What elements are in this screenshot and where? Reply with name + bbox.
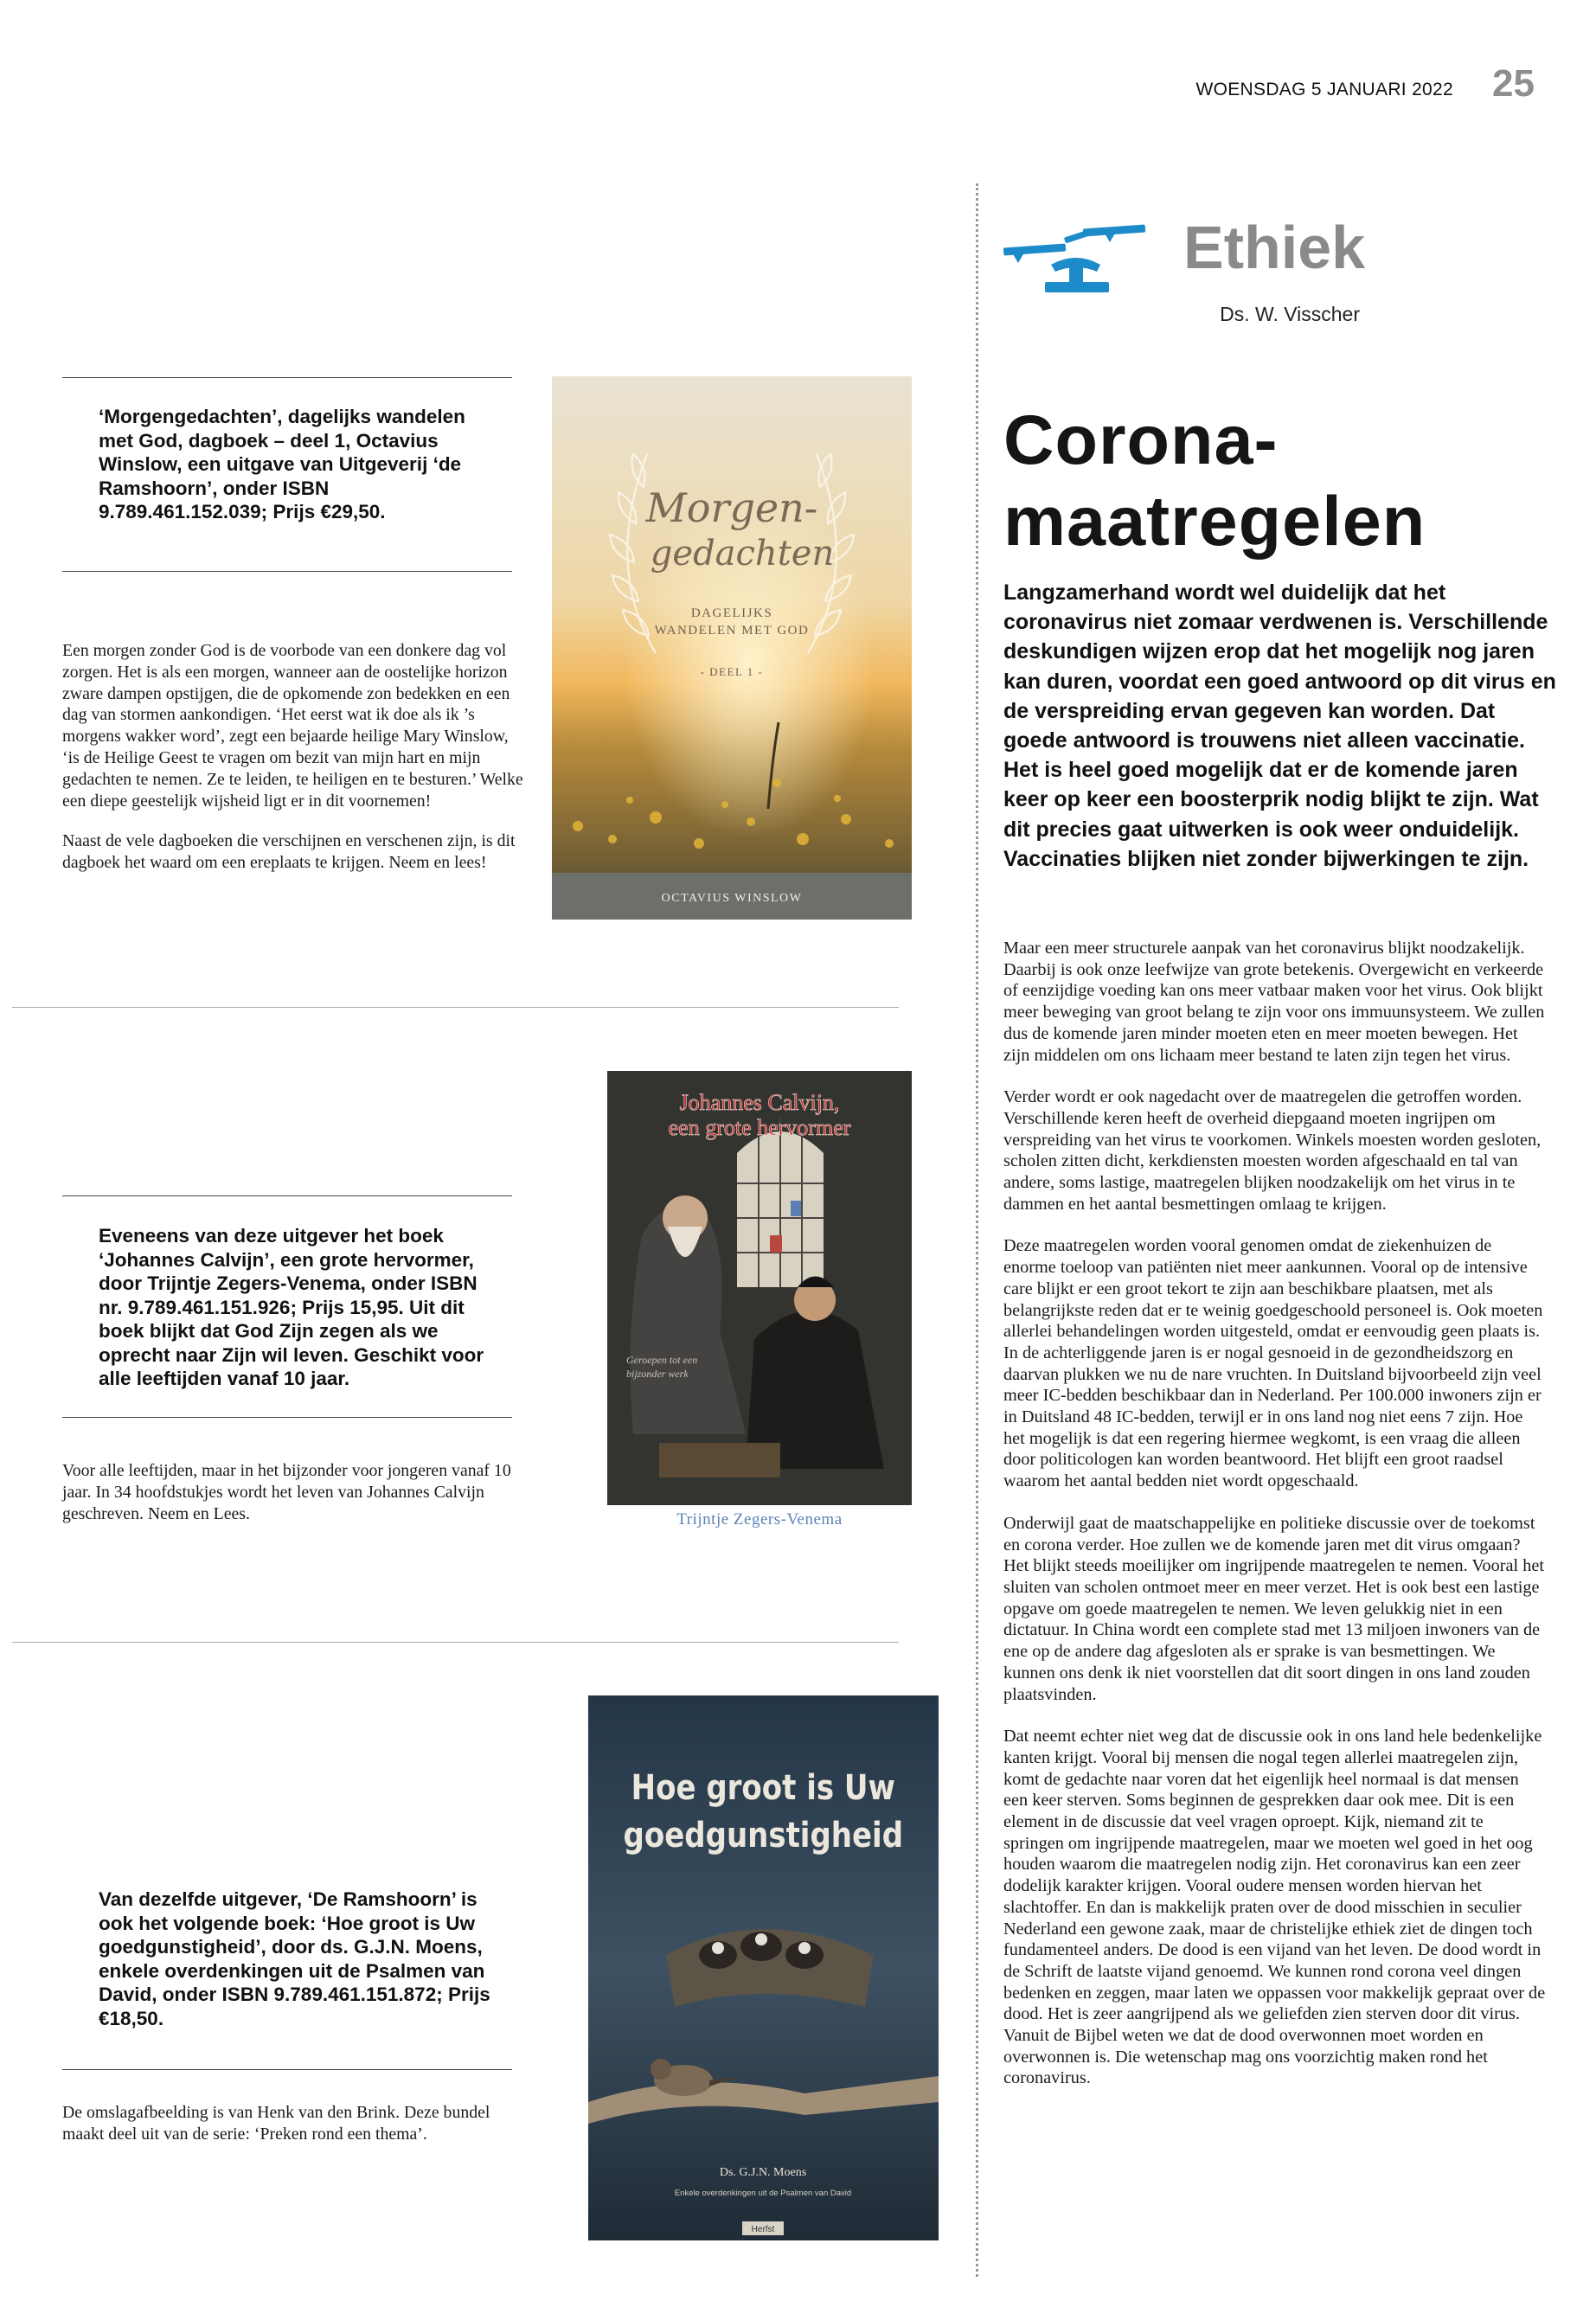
section-separator <box>12 1642 899 1643</box>
article-title-line: Corona- <box>1003 401 1279 479</box>
rule <box>62 1417 512 1418</box>
rule <box>62 571 512 572</box>
article-paragraph: Dat neemt echter niet weg dat de discussie ook in ons land hele bedenkelijke kanten krijgt. Vooral bij mensen die nogal tegen allerlei maatregelen zijn, komt de gedachte naar voren dat het eigenlijk heel normaal is dat mensen een keer sterven. Soms beginnen de gesprekken daar ook mee. Dit is een element in de discussie dat veel vragen oproept. Kijk, niemand zit te springen om ingrijpende maatregelen, maar we moeten wel goed in het oog houden waarom die maatregelen nodig zijn. Het coronavirus kan een zeer dodelijk karakter krijgen. Vooral oudere mensen worden hiervan het slachtoffer. En dan is makkelijk praten over de dood misschien in seculier Nederland een gewone zaak, maar de christelijke ethiek ziet de dingen toch fundamenteel anders. De dood is een vijand van het leven. De dood wordt in de Schrift de laatste vijand genoemd. We kunnen rond corona veel dingen bedenken en zeggen, maar laten we oppassen voor makkelijk gepraat over de dood. Het is zeer aangrijpend als we geliefden zien sterven door dit virus. Vanuit de Bijbel weten we dat de dood overwonnen moet worden en overwonnen is. Die wetenschap mag ons voorzichtig maken rond het coronavirus. <box>1003 1727 1546 2088</box>
cover-art <box>552 376 912 920</box>
publisher-mark: Herfst <box>751 2225 775 2234</box>
cover-part: - DEEL 1 - <box>700 665 764 678</box>
cover-title: goedgunstigheid <box>623 1815 904 1856</box>
cover-title: een grote hervormer <box>668 1115 851 1140</box>
review-paragraph: Een morgen zonder God is de voorbode van een donkere dag vol zorgen. Het is als een morgen, wanneer aan de oostelijke horizon zware dampen opstijgen, die de opkomende zon bedekken en een dag van stormen aankondigen. ‘Het eerst wat ik doe als ik ’s morgens wakker word’, zegt een bejaarde heilige Mary Winslow, ‘is de Heilige Geest te vragen om bezit van mijn hart en mijn gedachten te nemen. Ze te leiden, te heiligen en te besturen.’ Welke een diepe geestelijk wijsheid ligt er in dit voornemen! <box>62 641 523 811</box>
review-paragraph: De omslagafbeelding is van Henk van den Brink. Deze bundel maakt deel uit van de serie: ‘Preken rond een thema’. <box>62 2103 490 2144</box>
column-divider <box>976 183 978 2277</box>
section-author: Ds. W. Visscher <box>1220 303 1360 325</box>
cover-tagline: bijzonder werk <box>626 1368 689 1380</box>
rule <box>62 2069 512 2070</box>
book-cover-johannes-calvijn <box>607 1071 912 1505</box>
cover-subtitle: WANDELEN MET GOD <box>654 624 810 638</box>
review-paragraph: Naast de vele dagboeken die verschijnen en verschenen zijn, is dit dagboek het waard om een ereplaats te krijgen. Neem en lees! <box>62 831 516 873</box>
cover-subtitle: Enkele overdenkingen uit de Psalmen van David <box>674 2189 852 2198</box>
cover-art <box>588 1695 939 2240</box>
section-separator <box>12 1007 899 1008</box>
article-paragraph: Deze maatregelen worden vooral genomen omdat de ziekenhuizen de enorme toeloop van patiënten niet meer aankunnen. Vooral op de intensive care blijkt er een groot tekort te zijn aan beschikbare plaatsen, met als belangrijkste reden dat er te weinig goedgeschoold personeel is. Ook moeten allerlei behandelingen worden uitgesteld, omdat er eenvoudig geen plaats is. In de achterliggende jaren is er nogal gesnoeid in de gezondheidszorg en daarvan plukken we nu de nare vruchten. In Duitsland bijvoorbeeld zijn veel meer IC-bedden beschikbaar dan in Nederland. Per 100.000 inwoners zijn er in Duitsland 48 IC-bedden, terwijl er in ons land nog niet eens 7 zijn. Hoe het mogelijk is dat een regering hiermee wegkomt, is een vraag die alleen door politicologen kan worden beantwoord. Het blijft een groot raadsel waarom het aantal bedden niet wordt opgeschaald. <box>1003 1236 1543 1491</box>
section-label: Ethiek <box>1183 214 1366 281</box>
article-title <box>1003 400 1557 562</box>
rule <box>62 1195 512 1196</box>
cover-author: Trijntje Zegers-Venema <box>676 1510 843 1529</box>
cover-author: OCTAVIUS WINSLOW <box>661 892 803 905</box>
book-review <box>62 2102 512 2164</box>
cover-title: gedachten <box>650 534 835 574</box>
review-paragraph: Voor alle leeftijden, maar in het bijzonder voor jongeren vanaf 10 jaar. In 34 hoofdstukjes wordt het leven van Johannes Calvijn geschreven. Neem en Lees. <box>62 1461 511 1523</box>
cover-author: Ds. G.J.N. Moens <box>719 2166 807 2179</box>
article-paragraph: Verder wordt er ook nagedacht over de maatregelen die getroffen worden. Verschillende keren heeft de overheid diepgaand moeten ingrijpen om verspreiding van het virus te voorkomen. Winkels moesten worden gesloten, scholen zitten dicht, kerkdiensten moesten worden afgeschaald en tal van andere, soms lastige, maatregelen blijken noodzakelijk om het virus in te dammen en het aantal besmettingen omlaag te krijgen. <box>1003 1087 1542 1214</box>
book-caption: Eveneens van deze uitgever het boek ‘Johannes Calvijn’, een grote hervormer, door Trijntje Zegers-Venema, onder ISBN nr. 9.789.461.151.926; Prijs 15,95. Uit dit boek blijkt dat God Zijn zegen als we oprecht naar Zijn wil leven. Geschikt voor alle leeftijden vanaf 10 jaar. <box>99 1225 484 1389</box>
rule <box>62 377 512 378</box>
issue-date: WOENSDAG 5 JANUARI 2022 <box>1195 80 1453 99</box>
book-caption: ‘Morgengedachten’, dagelijks wandelen met God, dagboek – deel 1, Octavius Winslow, een uitgave van Uitgeverij ‘de Ramshoorn’, onder ISBN 9.789.461.152.039; Prijs €29,50. <box>99 406 465 522</box>
cover-art <box>607 1071 912 1505</box>
article-paragraph: Maar een meer structurele aanpak van het coronavirus blijkt noodzakelijk. Daarbij is ook onze leefwijze van grote betekenis. Overgewicht en verkeerde of eenzijdige voeding kan ons meer vatbaar maken voor het virus. Ook blijkt meer beweging van groot belang te zijn voor ons immuunsysteem. We zullen dus de komende jaren minder moeten eten en meer moeten bewegen. Het zijn middelen om ons lichaam meer bestand te laten zijn tegen het virus. <box>1003 939 1545 1065</box>
book-cover-morgengedachten <box>552 376 912 920</box>
cover-title: Morgen- <box>645 484 818 531</box>
cover-title: Johannes Calvijn, <box>679 1090 840 1115</box>
page-number: 25 <box>1492 62 1535 105</box>
cover-tagline: Geroepen tot een <box>626 1354 698 1366</box>
book-caption: Van dezelfde uitgever, ‘De Ramshoorn’ is ook het volgende boek: ‘Hoe groot is Uw goedgunstigheid’, door ds. G.J.N. Moens, enkele overdenkingen uit de Psalmen van David, onder ISBN 9.789.461.151.872; Prijs €18,50. <box>99 1888 490 2029</box>
scales-icon <box>1003 215 1149 294</box>
book-cover-hoe-groot-is-uw-goedgunstigheid <box>588 1695 939 2240</box>
cover-subtitle: DAGELIJKS <box>690 606 773 620</box>
book-review <box>62 640 525 893</box>
article-paragraph: Onderwijl gaat de maatschappelijke en politieke discussie over de toekomst en corona verder. Hoe zullen we de komende jaren met dit virus omgaan? Het blijkt steeds moeilijker om ingrijpende maatregelen te nemen. Vooral het sluiten van scholen ontmoet meer en meer verzet. Het is ook best een lastige opgave om goede maatregelen te nemen. We leven gelukkig niet in een dictatuur. In China wordt een complete stad met 13 miljoen inwoners van de ene op de andere dag afgesloten als er sprake is van besmettingen. We kunnen ons denk ik niet voorstellen dat dit soort dingen in ons land zouden plaatsvinden. <box>1003 1513 1544 1704</box>
article-title-line: maatregelen <box>1003 483 1426 561</box>
cover-title: Hoe groot is Uw <box>631 1767 895 1808</box>
article-body <box>1003 938 1547 2110</box>
book-review <box>62 1460 512 1543</box>
article-lead: Langzamerhand wordt wel duidelijk dat het coronavirus niet zomaar verdwenen is. Verschillende deskundigen wijzen erop dat het mogelijk nog jaren kan duren, voordat een goed antwoord op dit virus en de verspreiding ervan gegeven kan worden. Dat goede antwoord is trouwens niet alleen vaccinatie. Het is heel goed mogelijk dat er de komende jaren keer op keer een boosterprik nodig blijkt te zijn. Wat dit precies gaat uitwerken is ook weer onduidelijk. Vaccinaties blijken niet zonder bijwerkingen te zijn. <box>1003 580 1556 871</box>
